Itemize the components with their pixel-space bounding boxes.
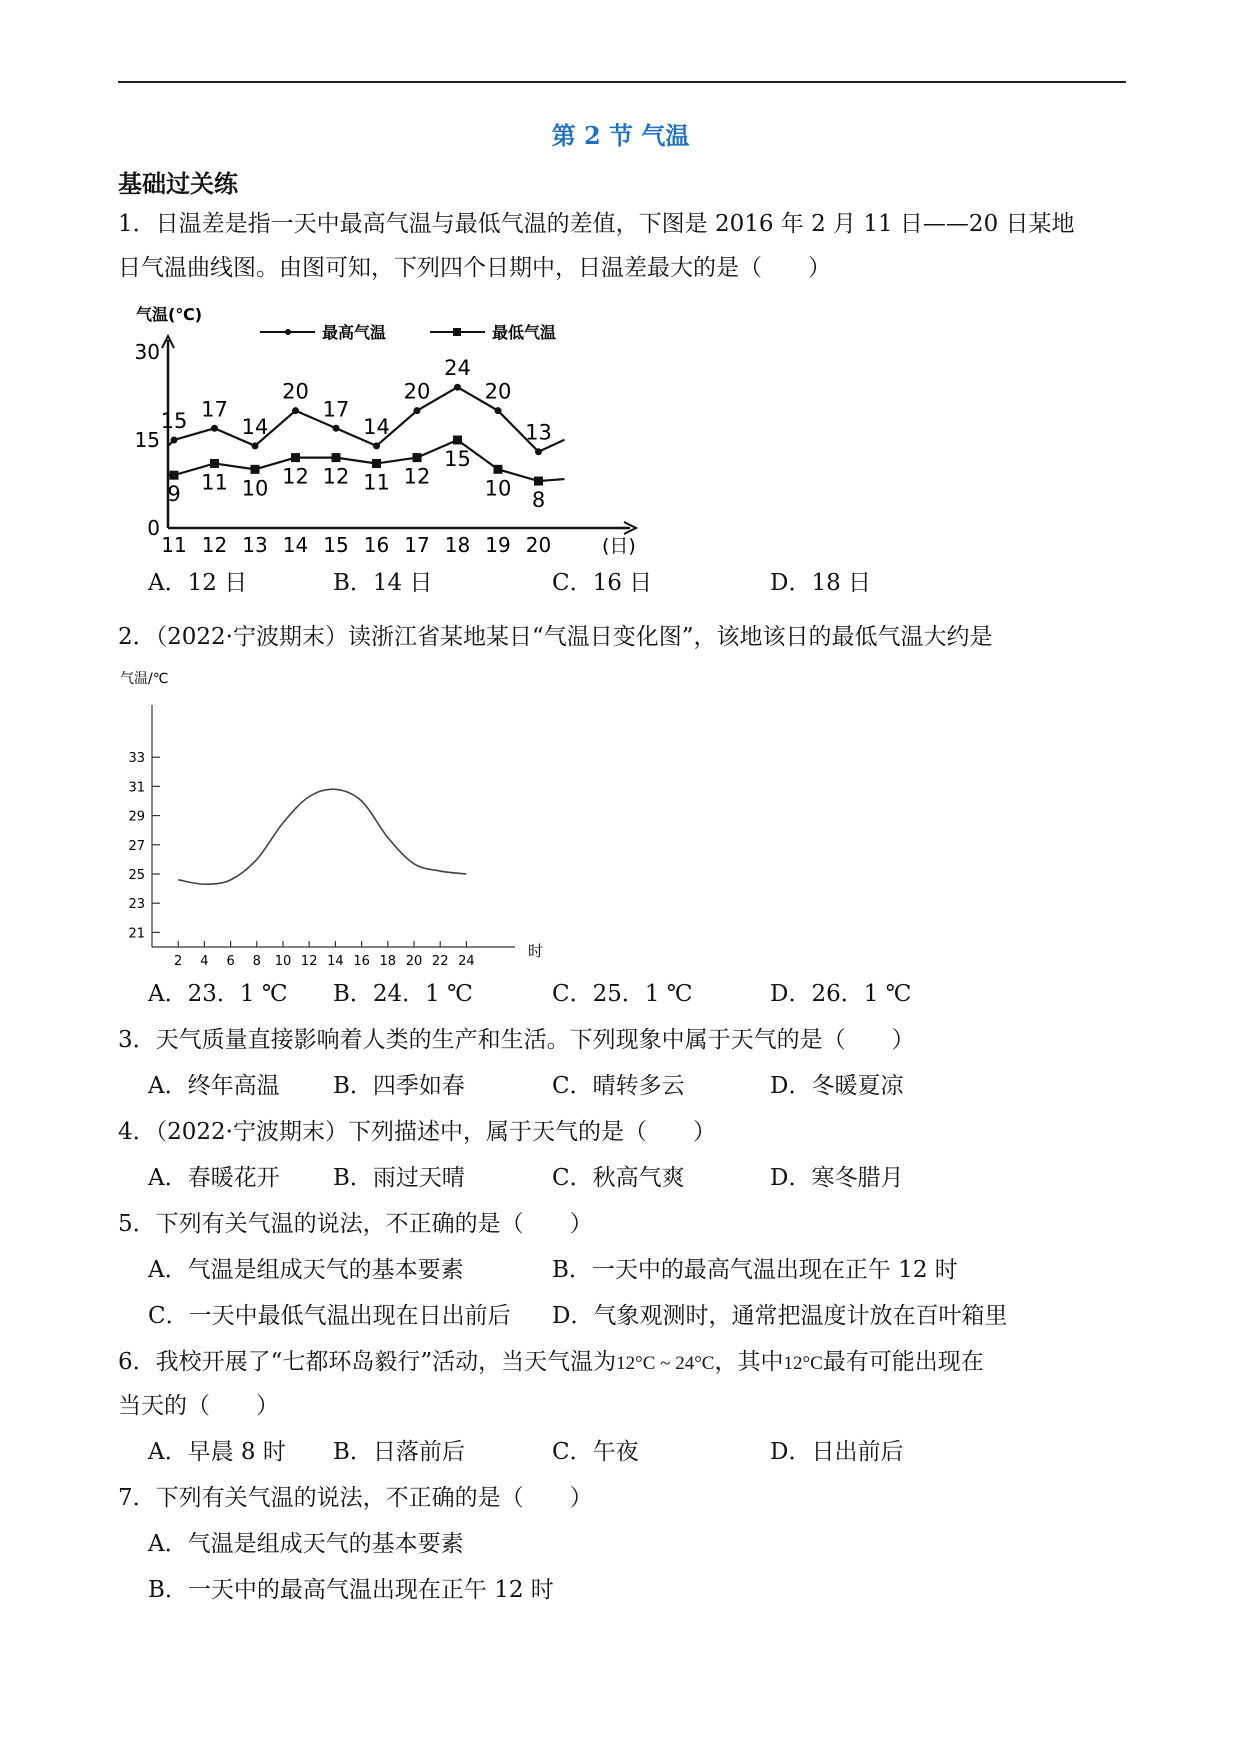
high-temp-point <box>414 407 421 414</box>
q4-option-c[interactable]: C．秋高气爽 <box>552 1165 685 1191</box>
low-temp-point <box>494 465 503 474</box>
q3-option-d[interactable]: D．冬暖夏凉 <box>770 1073 904 1099</box>
low-temp-label: 9 <box>167 482 181 507</box>
chart1-x-tick-label: 13 <box>242 533 268 557</box>
q1-text-line1: 1．日温差是指一天中最高气温与最低气温的差值，下图是 2016 年 2 月 11 日——20 日某地 <box>118 211 1075 237</box>
low-temp-point <box>453 436 462 445</box>
q1-option-a[interactable]: A．12 日 <box>148 570 248 596</box>
q6-option-b[interactable]: B．日落前后 <box>333 1439 465 1465</box>
high-temp-label: 20 <box>484 379 512 404</box>
legend-marker-high <box>285 329 291 335</box>
chart1-x-tick-label: 16 <box>363 533 390 557</box>
chart2-x-tick-label: 22 <box>431 954 449 969</box>
high-temp-label: 24 <box>444 356 471 381</box>
chart1-x-tick-label: 17 <box>404 533 430 557</box>
chart2-x-tick-label: 24 <box>458 954 475 969</box>
chart2-y-tick-label: 33 <box>128 751 145 767</box>
low-temp-label: 12 <box>322 464 350 489</box>
q6-option-a[interactable]: A．早晨 8 时 <box>148 1439 286 1465</box>
chart2-y-tick-label: 29 <box>128 809 145 825</box>
chart2-x-tick-label: 18 <box>379 954 397 969</box>
chart1-x-tick-label: 19 <box>485 533 511 557</box>
high-temp-label: 17 <box>322 397 350 422</box>
q6-temp: 12°C <box>783 1353 823 1374</box>
q7-option-a[interactable]: A．气温是组成天气的基本要素 <box>148 1531 464 1557</box>
q5-option-c[interactable]: C．一天中最低气温出现在日出前后 <box>148 1303 511 1329</box>
low-temp-label: 15 <box>444 447 471 471</box>
high-temp-point <box>495 407 502 414</box>
chart2-x-tick-label: 10 <box>274 954 292 969</box>
q7-option-b[interactable]: B．一天中的最高气温出现在正午 12 时 <box>148 1577 554 1603</box>
q4-option-d[interactable]: D．寒冬腊月 <box>770 1165 904 1191</box>
page-title: 第 2 节 气温 <box>551 121 690 150</box>
q5-option-b[interactable]: B．一天中的最高气温出现在正午 12 时 <box>552 1257 958 1283</box>
high-temp-point <box>454 384 461 391</box>
legend-marker-low <box>453 328 461 336</box>
q4-text-line1: 4．（2022·宁波期末）下列描述中，属于天气的是（ ） <box>118 1119 716 1145</box>
high-temp-label: 20 <box>403 379 431 404</box>
chart-hourly-temperature <box>120 665 580 975</box>
chart2-x-tick-label: 14 <box>327 954 344 969</box>
low-temp-point <box>210 459 219 468</box>
high-temp-label: 17 <box>201 397 228 422</box>
chart2-y-tick-label: 31 <box>128 780 145 796</box>
chart2-x-tick-label: 4 <box>200 954 209 969</box>
chart1-x-tick-label: 15 <box>323 533 349 557</box>
high-temp-label: 14 <box>241 414 269 439</box>
low-temp-label: 10 <box>484 476 512 501</box>
high-temp-point <box>292 407 299 414</box>
q7-text-line1: 7．下列有关气温的说法，不正确的是（ ） <box>118 1485 593 1511</box>
chart2-y-tick-label: 25 <box>128 868 145 883</box>
low-temp-label: 12 <box>282 464 309 489</box>
q6-text-line1 <box>118 1345 984 1381</box>
q3-option-b[interactable]: B．四季如春 <box>333 1073 465 1099</box>
high-temp-point <box>535 448 542 455</box>
q3-option-a[interactable]: A．终年高温 <box>148 1073 280 1099</box>
legend-high: 最高气温 <box>322 323 387 342</box>
chart1-x-tick-label: 18 <box>444 533 471 557</box>
high-temp-point <box>171 437 178 444</box>
chart2-x-tick-label: 12 <box>300 954 318 969</box>
chart2-ylabel: 气温/℃ <box>120 671 169 687</box>
q2-text-line1: 2．（2022·宁波期末）读浙江省某地某日“气温日变化图”，该地该日的最低气温大约是 <box>118 624 993 650</box>
legend-low: 最低气温 <box>492 323 557 342</box>
high-temp-point <box>211 425 218 432</box>
low-temp-point <box>372 459 381 468</box>
low-temp-point <box>291 453 300 462</box>
chart1-x-tick-label: 11 <box>161 533 187 557</box>
chart1-xunit: (日) <box>602 535 636 557</box>
low-temp-point <box>534 477 543 486</box>
chart1-y-tick-label: 0 <box>147 516 160 540</box>
low-temp-point <box>413 453 422 462</box>
chart2-x-tick-label: 20 <box>405 954 423 969</box>
section-heading: 基础过关练 <box>118 169 238 198</box>
chart2-y-tick-label: 23 <box>128 897 145 913</box>
q6-text-line2: 当天的（ ） <box>118 1393 279 1419</box>
q6-text-part1: 6．我校开展了“七都环岛毅行”活动，当天气温为 <box>118 1349 617 1375</box>
high-temp-point <box>333 425 340 432</box>
chart2-x-tick-label: 2 <box>174 954 183 969</box>
chart2-x-tick-label: 8 <box>252 954 261 969</box>
q1-option-d[interactable]: D．18 日 <box>770 570 872 596</box>
high-temp-label: 13 <box>525 420 552 445</box>
low-temp-point <box>170 471 179 480</box>
chart1-ylabel: 气温(℃) <box>136 305 203 324</box>
low-temp-label: 11 <box>201 470 228 495</box>
q6-option-d[interactable]: D．日出前后 <box>770 1439 904 1465</box>
chart2-x-tick-label: 6 <box>226 954 235 969</box>
low-temp-label: 11 <box>363 470 390 495</box>
q3-option-c[interactable]: C．晴转多云 <box>552 1073 685 1099</box>
low-temp-point <box>332 453 341 462</box>
high-temp-label: 14 <box>363 414 390 439</box>
q6-text-part2: ，其中 <box>714 1349 784 1375</box>
temperature-curve <box>178 789 466 884</box>
chart1-x-tick-label: 12 <box>201 533 228 557</box>
chart1-y-tick-label: 15 <box>134 428 160 452</box>
low-temp-label: 10 <box>241 476 269 501</box>
chart2-x-tick-label: 16 <box>353 954 370 969</box>
chart2-y-tick-label: 27 <box>128 838 145 854</box>
chart-daily-temperature <box>130 300 670 560</box>
q5-option-d[interactable]: D．气象观测时，通常把温度计放在百叶箱里 <box>552 1303 1008 1329</box>
chart1-x-tick-label: 14 <box>282 533 309 557</box>
q2-option-d[interactable]: D．26．1 ℃ <box>770 981 912 1007</box>
q2-option-a[interactable]: A．23．1 ℃ <box>148 981 288 1007</box>
q4-option-a[interactable]: A．春暖花开 <box>148 1165 280 1191</box>
low-temp-label: 8 <box>531 488 546 513</box>
q1-option-b[interactable]: B．14 日 <box>333 570 433 596</box>
q4-option-b[interactable]: B．雨过天晴 <box>333 1165 465 1191</box>
low-temp-label: 12 <box>403 464 431 489</box>
chart1-x-tick-label: 20 <box>525 533 552 557</box>
chart2-xlabel: 时 <box>528 942 544 960</box>
q6-text-part3: 最有可能出现在 <box>822 1349 984 1375</box>
q5-text-line1: 5．下列有关气温的说法，不正确的是（ ） <box>118 1211 593 1237</box>
header-rule <box>118 81 1126 83</box>
q3-text-line1: 3．天气质量直接影响着人类的生产和生活。下列现象中属于天气的是（ ） <box>118 1027 915 1053</box>
q6-option-c[interactable]: C．午夜 <box>552 1439 639 1465</box>
q6-temp-range: 12°C ~ 24°C <box>616 1353 715 1374</box>
high-temp-point <box>252 442 259 449</box>
high-temp-label: 20 <box>282 379 309 404</box>
q2-option-c[interactable]: C．25．1 ℃ <box>552 981 693 1007</box>
low-temp-point <box>251 465 260 474</box>
chart2-y-tick-label: 21 <box>128 926 145 942</box>
q5-option-a[interactable]: A．气温是组成天气的基本要素 <box>148 1257 464 1283</box>
high-temp-label: 15 <box>160 409 188 433</box>
high-temp-point <box>373 442 380 449</box>
q1-option-c[interactable]: C．16 日 <box>552 570 653 596</box>
chart1-y-tick-label: 30 <box>134 340 160 364</box>
q1-text-line2: 日气温曲线图。由图可知，下列四个日期中，日温差最大的是（ ） <box>118 255 831 281</box>
q2-option-b[interactable]: B．24．1 ℃ <box>333 981 473 1007</box>
